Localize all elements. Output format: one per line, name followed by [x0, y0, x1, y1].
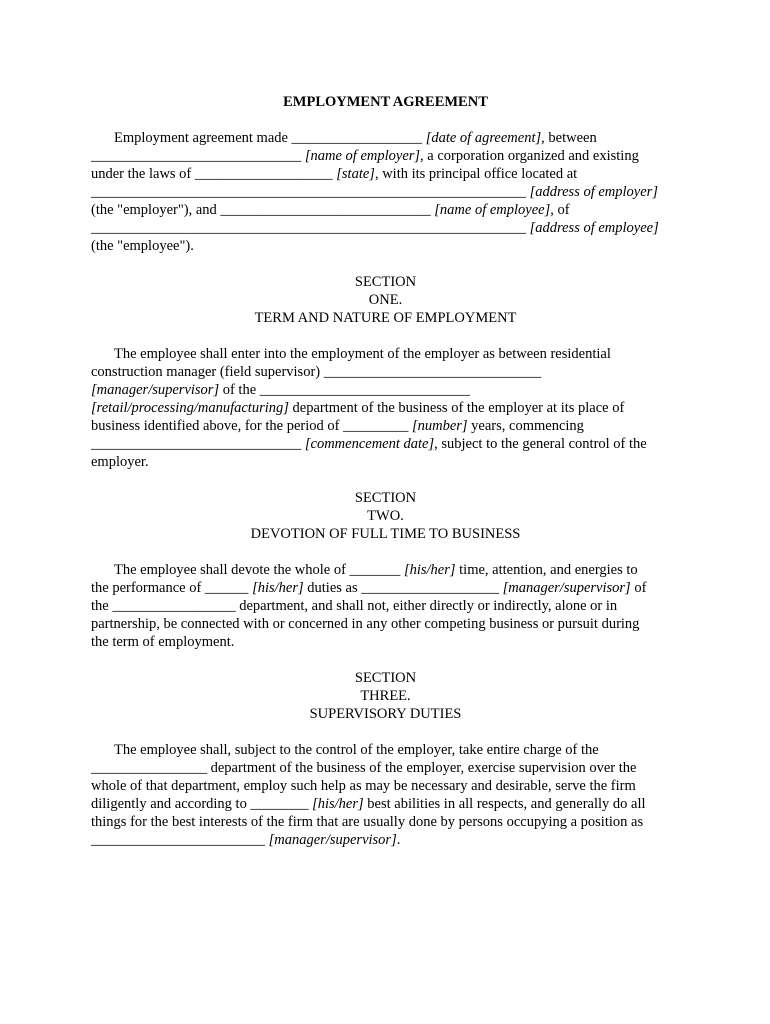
text: ________________________ [91, 832, 269, 848]
section-one-paragraph [91, 345, 680, 471]
text-line [91, 435, 680, 453]
text: duties as ___________________ [303, 580, 503, 596]
section-two-paragraph [91, 561, 680, 651]
document-title: EMPLOYMENT AGREEMENT [283, 94, 488, 110]
text-line: partnership, be connected with or concerned in any other competing business or pursuit during [91, 616, 640, 632]
text-line: employer. [91, 454, 149, 470]
section-two-heading [91, 489, 680, 543]
text: under the laws of ___________________ [91, 166, 337, 182]
text: The employee shall devote the whole of _______ [114, 562, 404, 578]
section-one-heading [91, 273, 680, 327]
placeholder-state: [state] [336, 166, 375, 182]
text-line: the _________________ department, and shall not, either directly or indirectly, alone or in [91, 598, 618, 614]
text: of [630, 580, 647, 596]
placeholder-his-her: [his/her] [252, 580, 304, 596]
text: , between [541, 130, 597, 146]
preamble-line-2 [91, 147, 680, 165]
preamble-line-3 [91, 165, 680, 183]
text-line [91, 417, 680, 435]
section-title: TERM AND NATURE OF EMPLOYMENT [254, 310, 517, 326]
text: Employment agreement made __________________ [114, 130, 426, 146]
text-line: things for the best interests of the firm that are usually done by persons occupying a position as [91, 814, 644, 830]
text-line [91, 381, 680, 399]
text: , of [550, 202, 570, 218]
placeholder-his-her: [his/her] [312, 796, 364, 812]
placeholder-manager-supervisor: [manager/supervisor] [502, 580, 631, 596]
placeholder-address-of-employer: [address of employer] [529, 184, 658, 200]
section-title: DEVOTION OF FULL TIME TO BUSINESS [250, 526, 521, 542]
section-number: TWO. [367, 508, 404, 524]
text: best abilities in all respects, and generally do all [363, 796, 646, 812]
section-label: SECTION [354, 490, 417, 506]
text-line [91, 795, 680, 813]
text: , with its principal office located at [374, 166, 578, 182]
placeholder-manager-supervisor: [manager/supervisor] [91, 382, 220, 398]
text-line: whole of that department, employ such help as may be necessary and desirable, serve the firm [91, 778, 636, 794]
text: _____________________________ [91, 436, 305, 452]
placeholder-retail-processing-manufacturing: [retail/processing/manufacturing] [91, 400, 289, 416]
text: , subject to the general control of the [434, 436, 647, 452]
text-line: The employee shall, subject to the control of the employer, take entire charge of the [114, 742, 599, 758]
text: (the "employer"), and _____________________________ [91, 202, 435, 218]
section-three-heading [91, 669, 680, 723]
preamble-line-7: (the "employee"). [91, 238, 194, 254]
text: of the _____________________________ [219, 382, 471, 398]
text: ____________________________________________________________ [91, 220, 530, 236]
text-line [91, 561, 680, 579]
section-label: SECTION [354, 274, 417, 290]
placeholder-name-of-employee: [name of employee] [434, 202, 551, 218]
placeholder-date-of-agreement: [date of agreement] [425, 130, 542, 146]
placeholder-number: [number] [411, 418, 468, 434]
text-line [91, 579, 680, 597]
text-line [91, 831, 680, 849]
preamble-line-4 [91, 183, 680, 201]
text: , a corporation organized and existing [420, 148, 639, 164]
text-line: The employee shall enter into the employment of the employer as between residential [114, 346, 611, 362]
text: ____________________________________________________________ [91, 184, 530, 200]
placeholder-manager-supervisor: [manager/supervisor] [268, 832, 397, 848]
placeholder-name-of-employer: [name of employer] [304, 148, 421, 164]
text: business identified above, for the period of _________ [91, 418, 412, 434]
placeholder-his-her: [his/her] [403, 562, 456, 578]
text: department of the business of the employer at its place of [288, 400, 625, 416]
preamble-line-1 [91, 129, 680, 147]
preamble-line-6 [91, 219, 680, 237]
section-label: SECTION [354, 670, 417, 686]
text-line: the term of employment. [91, 634, 235, 650]
section-title: SUPERVISORY DUTIES [309, 706, 462, 722]
section-three-paragraph [91, 741, 680, 849]
text: years, commencing [467, 418, 584, 434]
text: the performance of ______ [91, 580, 253, 596]
placeholder-commencement-date: [commencement date] [304, 436, 435, 452]
text: time, attention, and energies to [455, 562, 638, 578]
text: diligently and according to ________ [91, 796, 313, 812]
section-number: THREE. [360, 688, 411, 704]
text-line [91, 399, 680, 417]
placeholder-address-of-employee: [address of employee] [529, 220, 659, 236]
text: _____________________________ [91, 148, 305, 164]
text-line: construction manager (field supervisor) ______________________________ [91, 364, 542, 380]
preamble-paragraph [91, 129, 680, 255]
section-number: ONE. [368, 292, 403, 308]
text-line: ________________ department of the business of the employer, exercise supervision over the [91, 760, 637, 776]
text: . [396, 832, 401, 848]
preamble-line-5 [91, 201, 680, 219]
